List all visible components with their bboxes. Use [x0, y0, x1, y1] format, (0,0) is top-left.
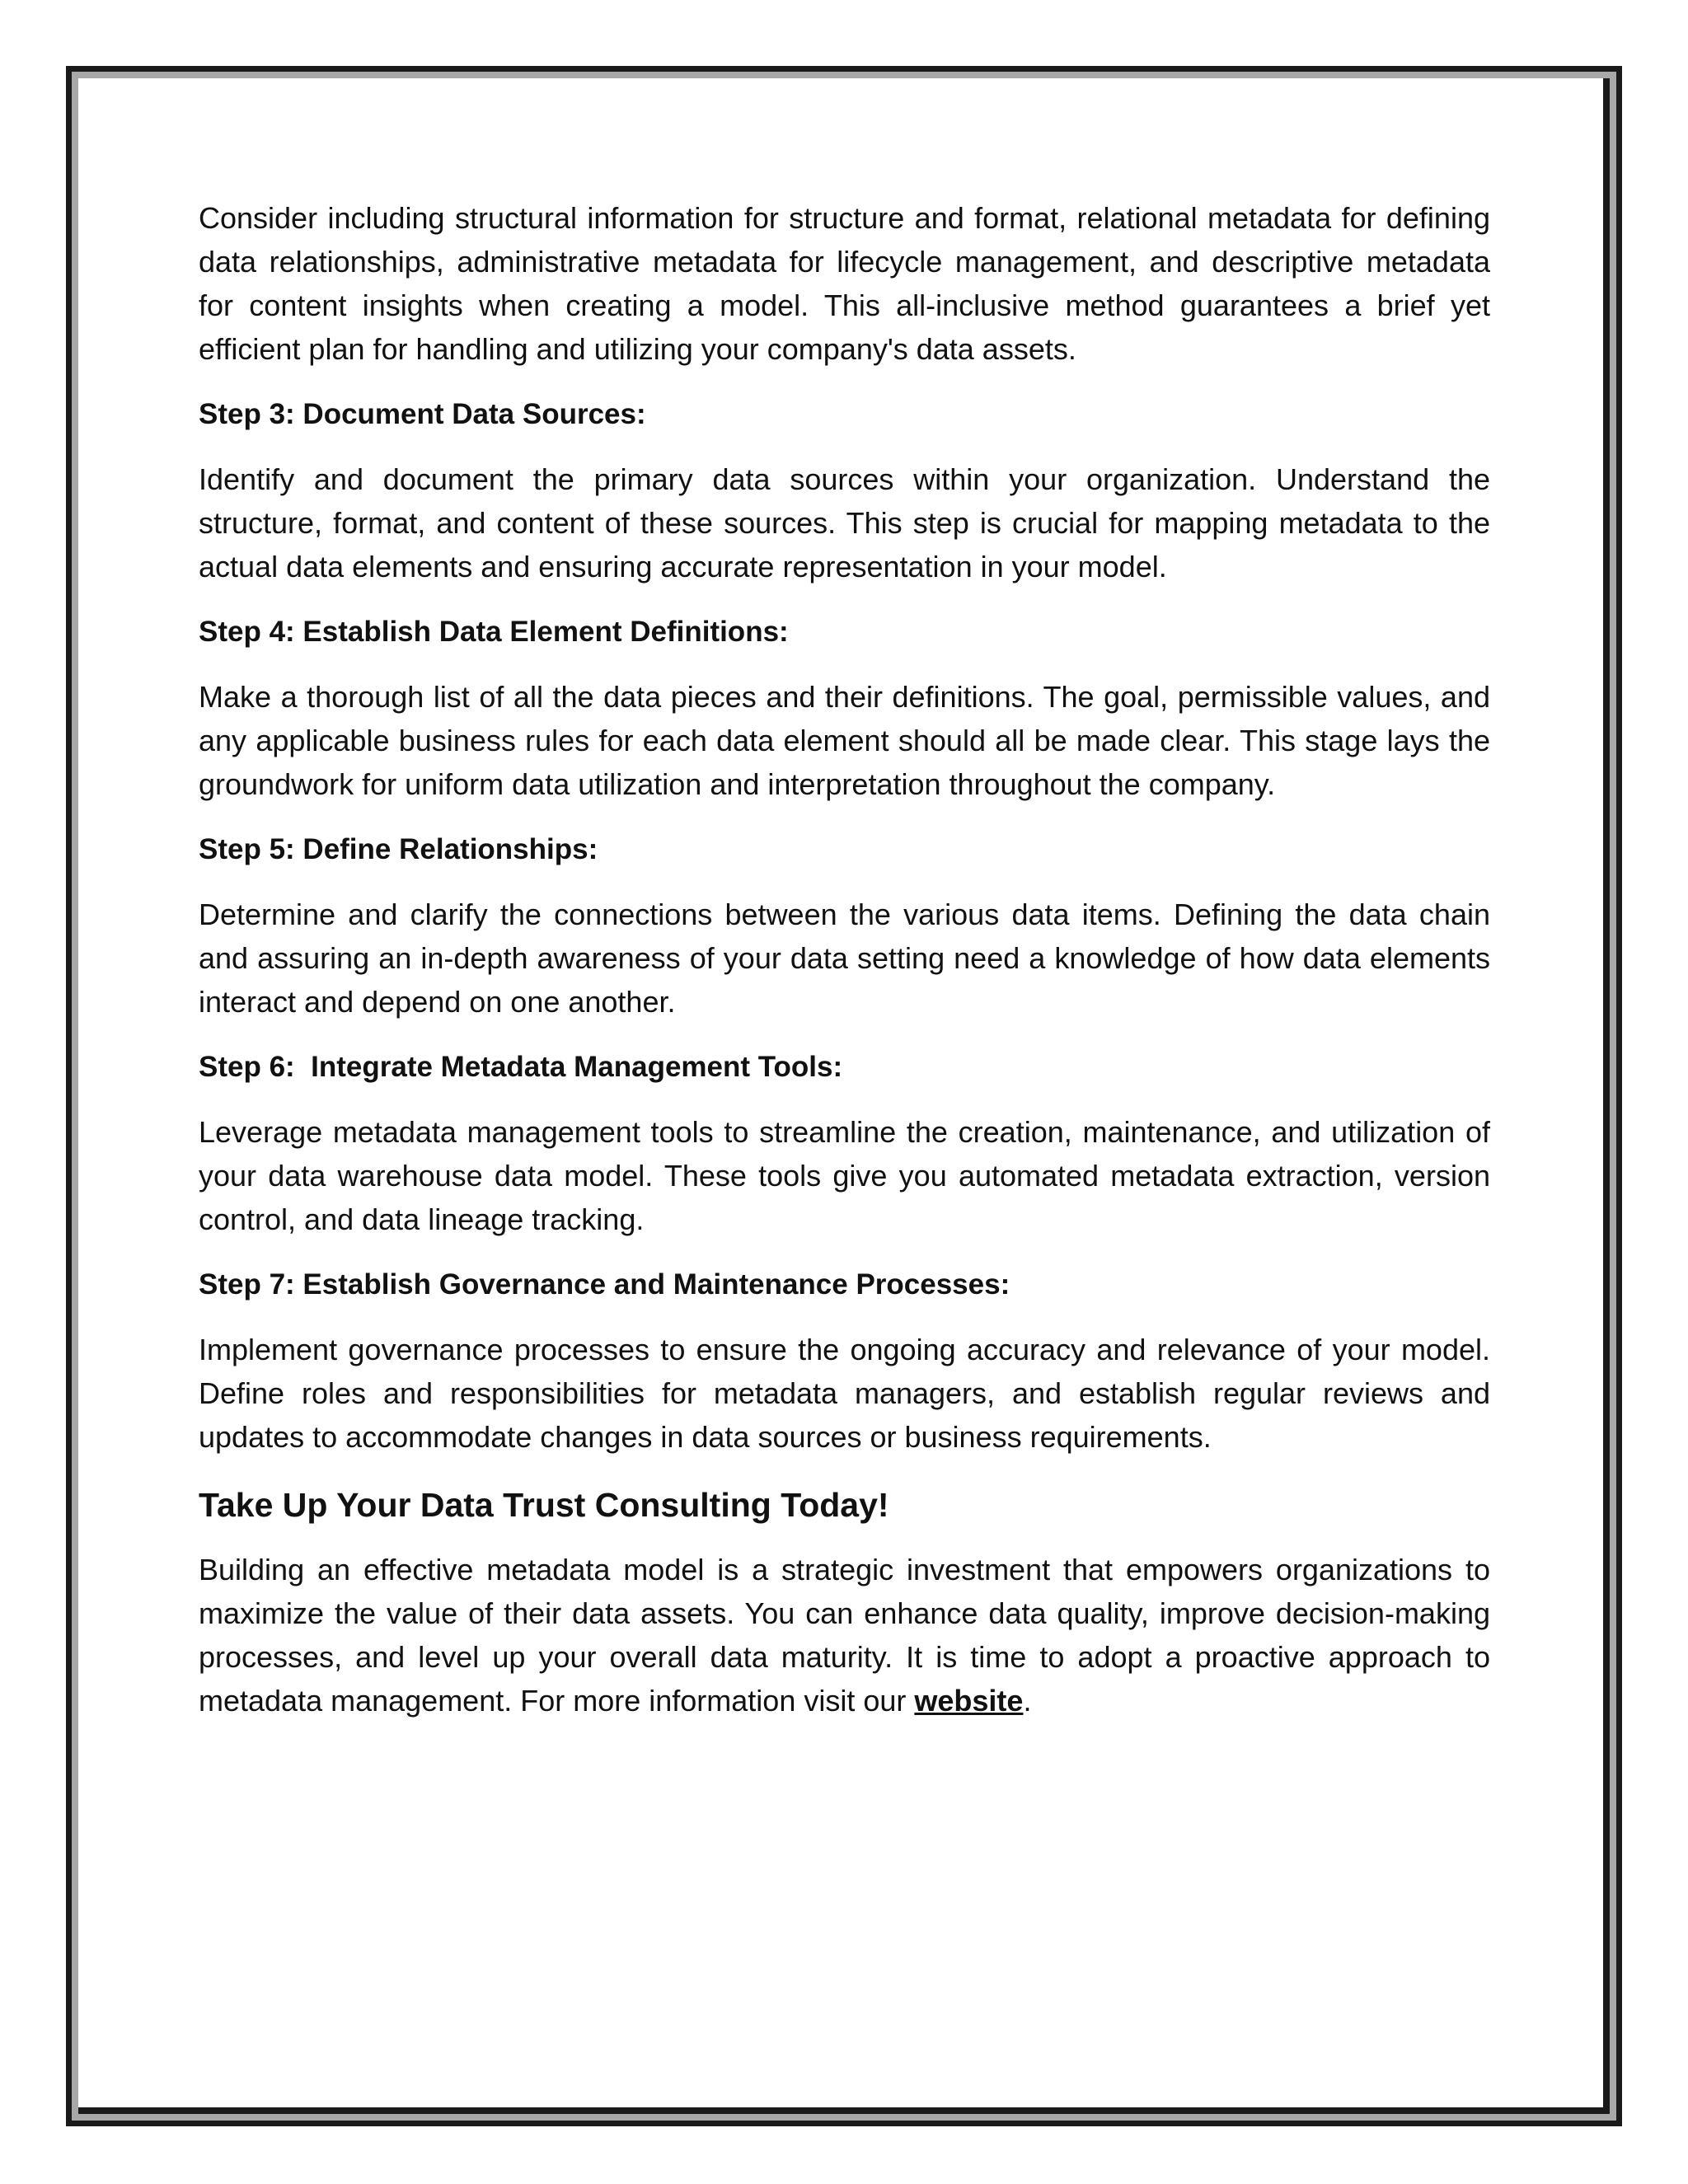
website-link[interactable]: website: [914, 1684, 1024, 1718]
cta-body-end: .: [1023, 1684, 1032, 1718]
intro-paragraph: Consider including structural information for structure and format, relational metadata for defining data relationships, administrative metadata for lifecycle management, and descriptive metadata for content insights when creating a model. This all-inclusive method guarantees a brief yet efficient plan for handling and utilizing your company's data assets.: [199, 201, 1490, 366]
step-6-heading: Step 6: Integrate Metadata Management Tools:: [199, 1051, 843, 1083]
document-body: [199, 196, 1490, 1744]
step-3-heading: Step 3: Document Data Sources:: [199, 398, 646, 430]
cta-body-text: Building an effective metadata model is a strategic investment that empowers organizations to maximize the value of their data assets. You can enhance data quality, improve decision-making processes, and level up your overall data maturity. It is time to adopt a proactive approach to metadata management. For more information visit our: [199, 1553, 1490, 1718]
step-5-body: Determine and clarify the connections between the various data items. Defining the data chain and assuring an in-depth awareness of your data setting need a knowledge of how data elements interact and depend on one another.: [199, 898, 1490, 1019]
step-3-body: Identify and document the primary data sources within your organization. Understand the structure, format, and content of these sources. This step is crucial for mapping metadata to the actual data elements and ensuring accurate representation in your model.: [199, 462, 1490, 583]
step-6-body: Leverage metadata management tools to streamline the creation, maintenance, and utilization of your data warehouse data model. These tools give you automated metadata extraction, version control, and data lineage tracking.: [199, 1115, 1490, 1236]
cta-heading: Take Up Your Data Trust Consulting Today!: [199, 1486, 889, 1524]
cta-paragraph: [199, 1548, 1490, 1722]
step-7-heading: Step 7: Establish Governance and Maintenance Processes:: [199, 1268, 1010, 1301]
step-4-body: Make a thorough list of all the data pieces and their definitions. The goal, permissible values, and any applicable business rules for each data element should all be made clear. This stage lays the groundwork for uniform data utilization and interpretation throughout the company.: [199, 680, 1490, 801]
step-4-heading: Step 4: Establish Data Element Definitions:: [199, 616, 789, 648]
step-7-body: Implement governance processes to ensure the ongoing accuracy and relevance of your model. Define roles and responsibilities for metadata managers, and establish regular reviews and updates to accommodate changes in data sources or business requirements.: [199, 1333, 1490, 1454]
step-5-heading: Step 5: Define Relationships:: [199, 833, 598, 865]
